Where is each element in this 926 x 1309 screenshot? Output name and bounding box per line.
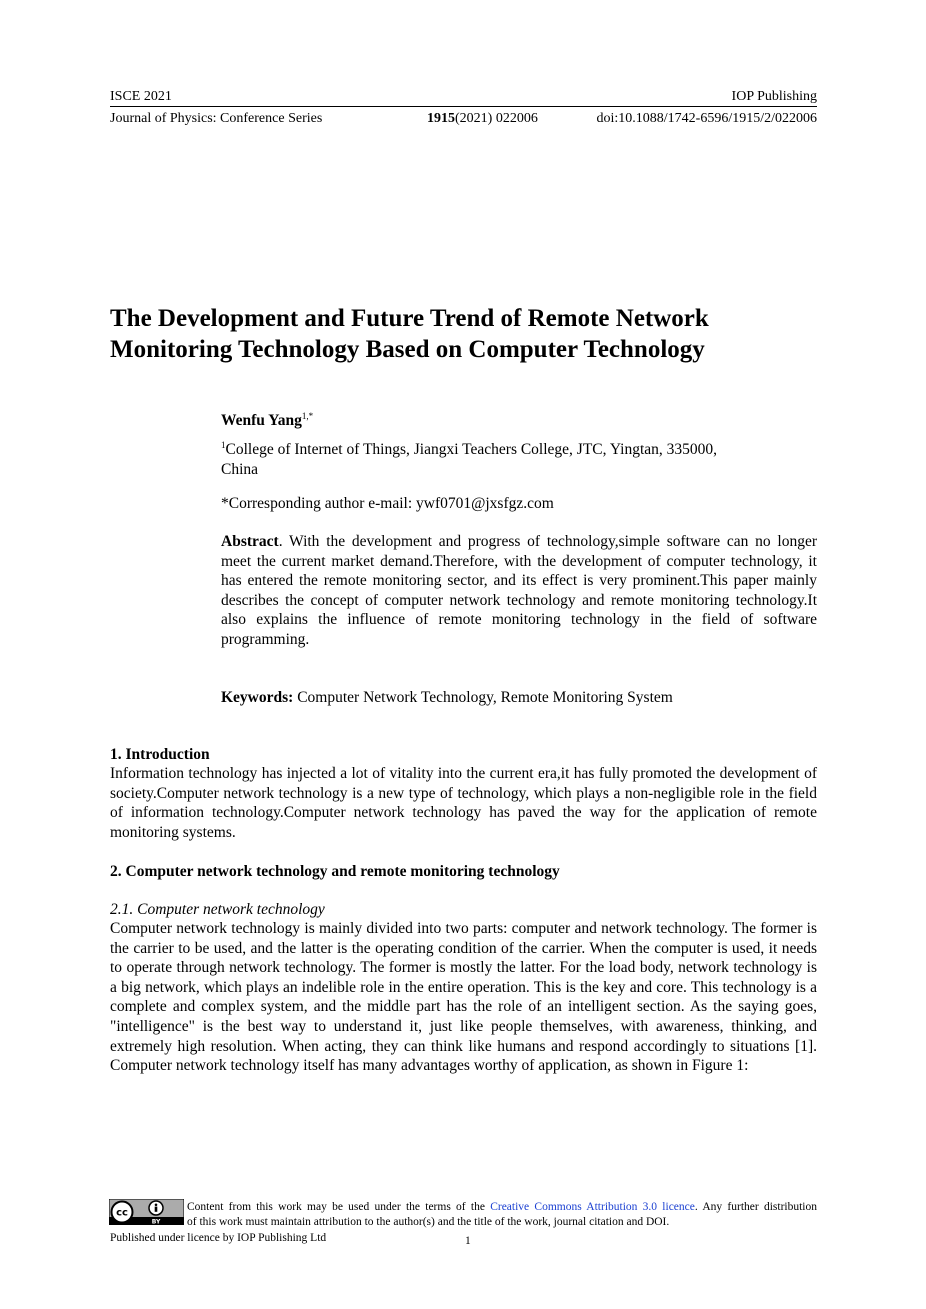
section-1-heading: 1. Introduction <box>110 746 210 763</box>
author-name-text: Wenfu Yang <box>221 412 302 429</box>
author-name <box>221 406 313 431</box>
license-link[interactable]: Creative Commons Attribution 3.0 licence <box>490 1201 695 1213</box>
header-conference: ISCE 2021 <box>110 89 172 104</box>
published-line: Published under licence by IOP Publishing Ltd <box>110 1232 327 1244</box>
author-sup: 1,* <box>301 411 314 421</box>
header-rule <box>110 106 817 107</box>
cc-by-logo <box>109 1199 184 1225</box>
section-1-text: Information technology has injected a lot of vitality into the current era,it has fully promoted the development of society.Computer network technology is a new type of technology, which plays a non-negligible role in the field of information technology.Computer network technology has paved the way for the application of remote monitoring systems. <box>110 765 817 841</box>
header-journal: Journal of Physics: Conference Series <box>110 111 323 126</box>
abstract-text: . With the development and progress of technology,simple software can no longer meet the current market demand.Therefore, with the development of computer technology, it has entered the remote monitoring sector, and its effect is very prominent.This paper mainly describes the concept of computer network technology and remote monitoring technology.It also explains the influence of remote monitoring technology in the field of software programming. <box>221 533 817 648</box>
subsection-2-1-text: Computer network technology is mainly divided into two parts: computer and network technology. The former is the carrier to be used, and the latter is the operating condition of the carrier. When the computer is used, it needs to operate through network technology. The former is mostly the latter. For the load body, network technology is a big network, which plays an indelible role in the entire operation. This is the key and core. This technology is a complete and complex system, and the middle part has the role of an intelligent section. As the saying goes, "intelligence" is the best way to understand it, just like people themselves, with awareness, thinking, and extremely high resolution. When acting, they can think like humans and respond accordingly to situations [1]. Computer network technology itself has many advantages worthy of application, as shown in Figure 1: <box>110 920 817 1075</box>
header-volume: 1915 <box>427 111 455 126</box>
page-number: 1 <box>465 1235 471 1247</box>
subsection-2-1-heading: 2.1. Computer network technology <box>110 901 325 918</box>
abstract-label: Abstract <box>221 533 279 550</box>
cc-by-badge <box>109 1199 184 1225</box>
license-line2: of this work must maintain attribution to the author(s) and the title of the work, journal citation and DOI. <box>187 1216 670 1228</box>
paper-title <box>110 303 817 365</box>
affiliation <box>221 436 817 479</box>
section-2-heading: 2. Computer network technology and remote monitoring technology <box>110 863 560 880</box>
affiliation-line2: China <box>221 460 259 478</box>
cc-text: cc <box>116 1207 128 1219</box>
keywords <box>221 688 673 708</box>
license-post: . Any further distribution <box>694 1201 817 1213</box>
keywords-label: Keywords: <box>221 689 294 706</box>
license-text <box>187 1200 817 1230</box>
corresponding-author: *Corresponding author e-mail: ywf0701@jxsfgz.com <box>221 495 554 512</box>
paper-title-line1: The Development and Future Trend of Remote Network <box>110 305 709 332</box>
affiliation-sup: 1 <box>221 440 226 450</box>
affiliation-line1: College of Internet of Things, Jiangxi Teachers College, JTC, Yingtan, 335000, <box>225 441 718 458</box>
license-pre: Content from this work may be used under the terms of the <box>187 1201 491 1213</box>
abstract <box>221 532 817 650</box>
keywords-text: Computer Network Technology, Remote Monitoring System <box>293 689 673 706</box>
by-text: BY <box>151 1218 161 1225</box>
header-publisher: IOP Publishing <box>731 89 817 104</box>
paper-title-line2: Monitoring Technology Based on Computer Technology <box>110 336 705 363</box>
header-citation <box>427 111 538 127</box>
header-year-article: (2021) 022006 <box>455 111 538 126</box>
header-doi: doi:10.1088/1742-6596/1915/2/022006 <box>596 111 817 126</box>
